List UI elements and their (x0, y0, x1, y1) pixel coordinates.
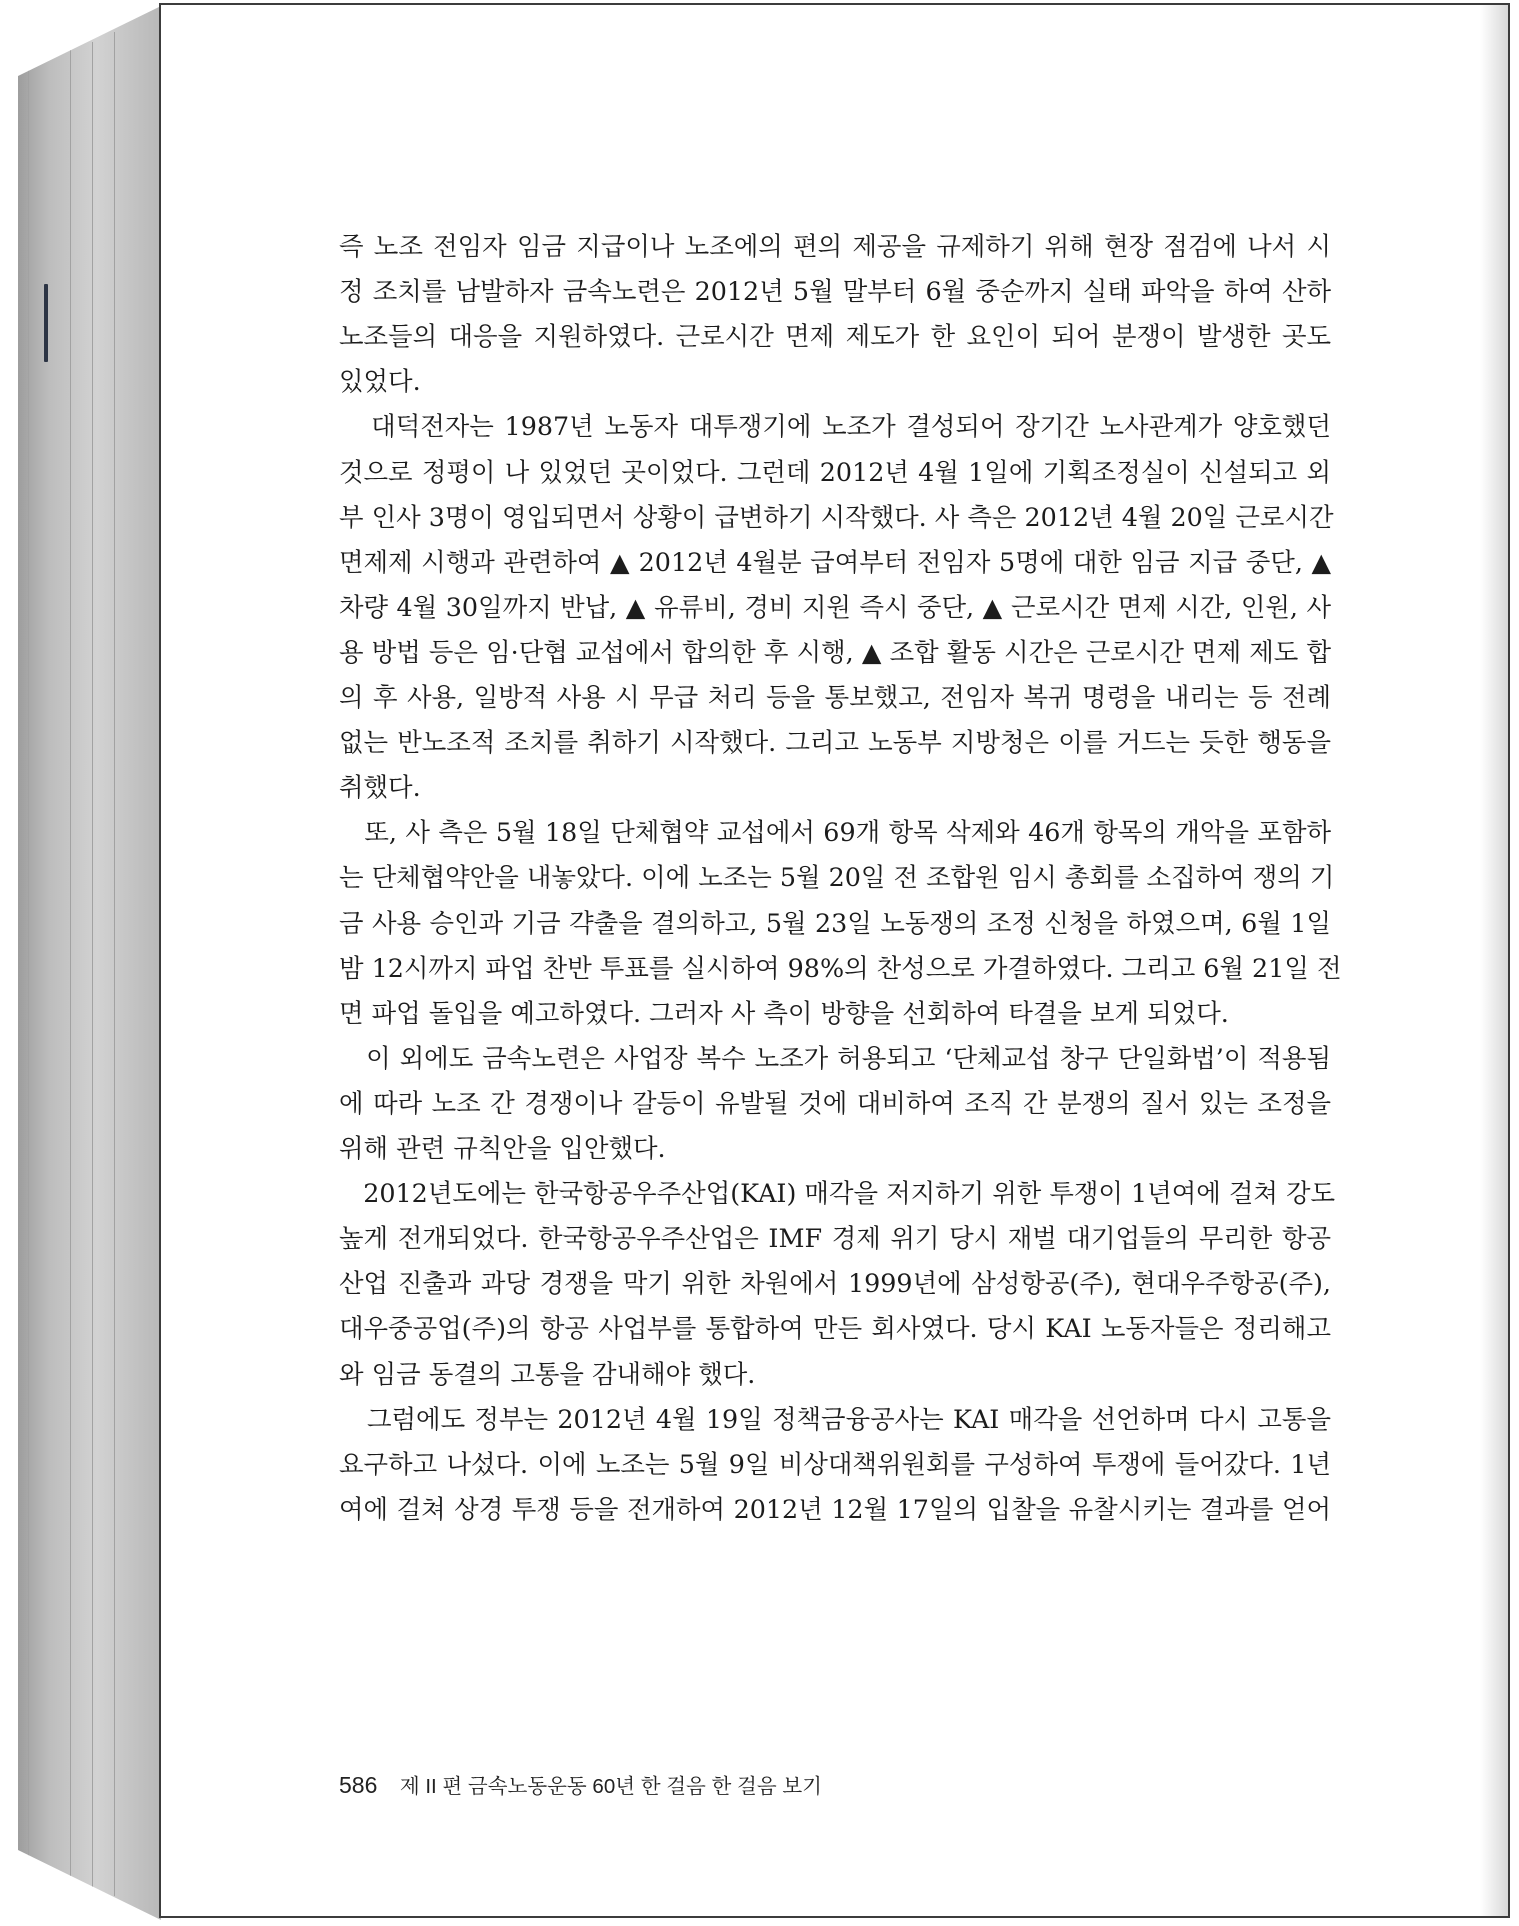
page-number: 586 (339, 1772, 378, 1798)
text-line: 있었다. (339, 366, 421, 396)
text-line: 면 파업 돌입을 예고하였다. 그러자 사 측이 방향을 선회하여 타결을 보게 되었다. (339, 998, 1229, 1028)
text-line: 높게 전개되었다. 한국항공우주산업은 IMF 경제 위기 당시 재벌 대기업들의 무리한 항공 (339, 1223, 1331, 1253)
book-page-edges (18, 6, 161, 1920)
text-line: 즉 노조 전임자 임금 지급이나 노조에의 편의 제공을 규제하기 위해 현장 점검에 나서 시 (339, 231, 1331, 261)
text-line: 용 방법 등은 임·단협 교섭에서 합의한 후 시행, ▲ 조합 활동 시간은 근로시간 면제 제도 합 (339, 637, 1331, 667)
text-line: 노조들의 대응을 지원하였다. 근로시간 면제 제도가 한 요인이 되어 분쟁이 발생한 곳도 (339, 321, 1331, 351)
page-gutter-shadow (1480, 5, 1508, 1916)
text-line: 그럼에도 정부는 2012년 4월 19일 정책금융공사는 KAI 매각을 선언하며 다시 고통을 (339, 1404, 1331, 1434)
text-line: 부 인사 3명이 영입되면서 상황이 급변하기 시작했다. 사 측은 2012년 4월 20일 근로시간 (339, 502, 1334, 532)
text-line: 에 따라 노조 간 경쟁이나 갈등이 유발될 것에 대비하여 조직 간 분쟁의 질서 있는 조정을 (339, 1088, 1331, 1118)
text-line: 차량 4월 30일까지 반납, ▲ 유류비, 경비 지원 즉시 중단, ▲ 근로시간 면제 시간, 인원, 사 (339, 592, 1331, 622)
text-line: 또, 사 측은 5월 18일 단체협약 교섭에서 69개 항목 삭제와 46개 항목의 개악을 포함하 (339, 817, 1331, 847)
running-title: 제 II 편 금속노동운동 60년 한 걸음 한 걸음 보기 (399, 1775, 822, 1798)
text-line: 이 외에도 금속노련은 사업장 복수 노조가 허용되고 ‘단체교섭 창구 단일화법’이 적용됨 (339, 1043, 1331, 1073)
text-line: 와 임금 동결의 고통을 감내해야 했다. (339, 1359, 756, 1389)
text-line: 대덕전자는 1987년 노동자 대투쟁기에 노조가 결성되어 장기간 노사관계가 양호했던 (339, 411, 1331, 441)
page-footer (339, 1767, 822, 1803)
book-spine-mark (44, 284, 48, 362)
text-line: 면제제 시행과 관련하여 ▲ 2012년 4월분 급여부터 전임자 5명에 대한 임금 지급 중단, ▲ (339, 547, 1331, 577)
text-line: 요구하고 나섰다. 이에 노조는 5월 9일 비상대책위원회를 구성하여 투쟁에 들어갔다. 1년 (339, 1449, 1331, 1479)
text-line: 취했다. (339, 772, 421, 802)
text-line: 위해 관련 규칙안을 입안했다. (339, 1133, 666, 1163)
text-line: 금 사용 승인과 기금 갹출을 결의하고, 5월 23일 노동쟁의 조정 신청을 하였으며, 6월 1일 (339, 908, 1331, 938)
text-line: 의 후 사용, 일방적 사용 시 무급 처리 등을 통보했고, 전임자 복귀 명령을 내리는 등 전례 (339, 682, 1331, 712)
text-line: 없는 반노조적 조치를 취하기 시작했다. 그리고 노동부 지방청은 이를 거드는 듯한 행동을 (339, 727, 1331, 757)
text-line: 밤 12시까지 파업 찬반 투표를 실시하여 98%의 찬성으로 가결하였다. 그리고 6월 21일 전 (339, 953, 1342, 983)
text-line: 는 단체협약안을 내놓았다. 이에 노조는 5월 20일 전 조합원 임시 총회를 소집하여 쟁의 기 (339, 862, 1335, 892)
text-line: 정 조치를 남발하자 금속노련은 2012년 5월 말부터 6월 중순까지 실태 파악을 하여 산하 (339, 276, 1331, 306)
text-line: 산업 진출과 과당 경쟁을 막기 위한 차원에서 1999년에 삼성항공(주), 현대우주항공(주), (339, 1268, 1331, 1298)
text-line: 여에 걸쳐 상경 투쟁 등을 전개하여 2012년 12월 17일의 입찰을 유찰시키는 결과를 얻어 (339, 1494, 1331, 1524)
text-line: 대우중공업(주)의 항공 사업부를 통합하여 만든 회사였다. 당시 KAI 노동자들은 정리해고 (339, 1313, 1331, 1343)
text-line: 2012년도에는 한국항공우주산업(KAI) 매각을 저지하기 위한 투쟁이 1년여에 걸쳐 강도 (339, 1178, 1336, 1208)
text-line: 것으로 정평이 나 있었던 곳이었다. 그런데 2012년 4월 1일에 기획조정실이 신설되고 외 (339, 457, 1331, 487)
